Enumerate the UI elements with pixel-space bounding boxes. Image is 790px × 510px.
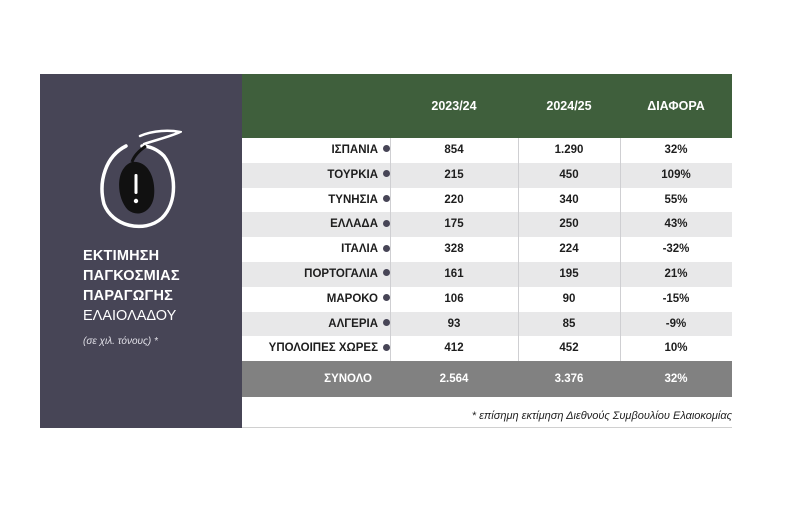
- cell-2023: 106: [444, 292, 464, 305]
- cell-2024: 85: [562, 317, 576, 330]
- production-infographic: [40, 74, 732, 428]
- cell-2023: 215: [444, 168, 464, 181]
- country-name: ΤΟΥΡΚΙΑ: [327, 168, 378, 181]
- cell-difference: 32%: [664, 144, 688, 156]
- cell-2023: 93: [447, 317, 461, 330]
- cell-2024: 250: [559, 218, 579, 231]
- country-name: ΑΛΓΕΡΙΑ: [328, 317, 378, 330]
- country-label: [242, 138, 390, 163]
- country-label: [242, 188, 390, 213]
- bullet-dot-icon: [383, 245, 390, 252]
- cell-2023: 854: [444, 144, 464, 156]
- country-name: ΤΥΝΗΣΙΑ: [328, 193, 378, 206]
- production-table: [242, 74, 732, 428]
- header-difference: ΔΙΑΦΟΡΑ: [647, 99, 705, 113]
- country-name: ΙΣΠΑΝΙΑ: [331, 144, 378, 156]
- country-name: ΕΛΛΑΔΑ: [330, 218, 378, 231]
- footnote: * επίσημη εκτίμηση Διεθνούς Συμβουλίου Ελαιοκομίας: [471, 410, 732, 422]
- total-cell-difference: 32%: [664, 373, 688, 386]
- header-2024: 2024/25: [546, 99, 592, 113]
- bullet-dot-icon: [383, 319, 390, 326]
- total-row: [242, 361, 732, 397]
- country-label: [242, 237, 390, 262]
- table-row: [242, 188, 732, 213]
- unit-note: (σε χιλ. τόνους) *: [83, 336, 158, 347]
- table-row: [242, 138, 732, 163]
- column-divider: [518, 138, 519, 361]
- cell-2024: 450: [559, 168, 579, 181]
- cell-2023: 328: [444, 243, 464, 256]
- table-row: [242, 237, 732, 262]
- cell-difference: 55%: [664, 193, 688, 206]
- title-line-2: ΠΑΓΚΟΣΜΙΑΣ: [83, 268, 180, 284]
- country-name: ΠΟΡΤΟΓΑΛΙΑ: [304, 268, 378, 280]
- title-line-1: ΕΚΤΙΜΗΣΗ: [83, 248, 160, 264]
- title-line-4: ΕΛΑΙΟΛΑΔΟΥ: [83, 308, 177, 324]
- country-name: ΥΠΟΛΟΙΠΕΣ ΧΩΡΕΣ: [268, 342, 378, 355]
- total-cell-2023: 2.564: [439, 373, 469, 386]
- cell-difference: 43%: [664, 218, 688, 231]
- cell-2023: 412: [444, 342, 464, 355]
- bullet-dot-icon: [383, 294, 390, 301]
- cell-difference: -15%: [662, 292, 690, 305]
- title-line-3: ΠΑΡΑΓΩΓΗΣ: [83, 288, 174, 304]
- olive-icon: [92, 126, 182, 236]
- cell-difference: 21%: [664, 268, 688, 280]
- bottom-divider: [242, 427, 732, 428]
- table-row: [242, 163, 732, 188]
- header-2023: 2023/24: [431, 99, 477, 113]
- cell-2024: 224: [559, 243, 579, 256]
- country-label: [242, 336, 390, 361]
- country-label: [242, 163, 390, 188]
- table-row: [242, 336, 732, 361]
- bullet-dot-icon: [383, 344, 390, 351]
- cell-difference: -9%: [665, 317, 687, 330]
- total-cell-2024: 3.376: [554, 373, 584, 386]
- cell-2024: 1.290: [554, 144, 584, 156]
- country-label: [242, 212, 390, 237]
- bullet-dot-icon: [383, 220, 390, 227]
- column-divider: [390, 138, 391, 361]
- cell-2024: 452: [559, 342, 579, 355]
- cell-2024: 195: [559, 268, 579, 280]
- country-label: [242, 312, 390, 337]
- cell-difference: -32%: [662, 243, 690, 256]
- table-row: [242, 212, 732, 237]
- sidebar-title: [83, 246, 180, 352]
- cell-2024: 340: [559, 193, 579, 206]
- country-label: [242, 287, 390, 312]
- cell-2024: 90: [562, 292, 576, 305]
- column-divider: [620, 138, 621, 361]
- bullet-dot-icon: [383, 170, 390, 177]
- table-row: [242, 312, 732, 337]
- sidebar-panel: [40, 74, 242, 428]
- bullet-dot-icon: [383, 269, 390, 276]
- table-row: [242, 262, 732, 287]
- cell-2023: 161: [444, 268, 464, 280]
- bullet-dot-icon: [383, 145, 390, 152]
- country-label: [242, 262, 390, 287]
- table-row: [242, 287, 732, 312]
- bullet-dot-icon: [383, 195, 390, 202]
- cell-2023: 175: [444, 218, 464, 231]
- cell-difference: 109%: [661, 168, 691, 181]
- total-label: ΣΥΝΟΛΟ: [324, 373, 372, 386]
- table-header: [242, 74, 732, 138]
- country-name: ΜΑΡΟΚΟ: [326, 292, 378, 305]
- country-name: ΙΤΑΛΙΑ: [341, 243, 378, 256]
- cell-2023: 220: [444, 193, 464, 206]
- cell-difference: 10%: [664, 342, 688, 355]
